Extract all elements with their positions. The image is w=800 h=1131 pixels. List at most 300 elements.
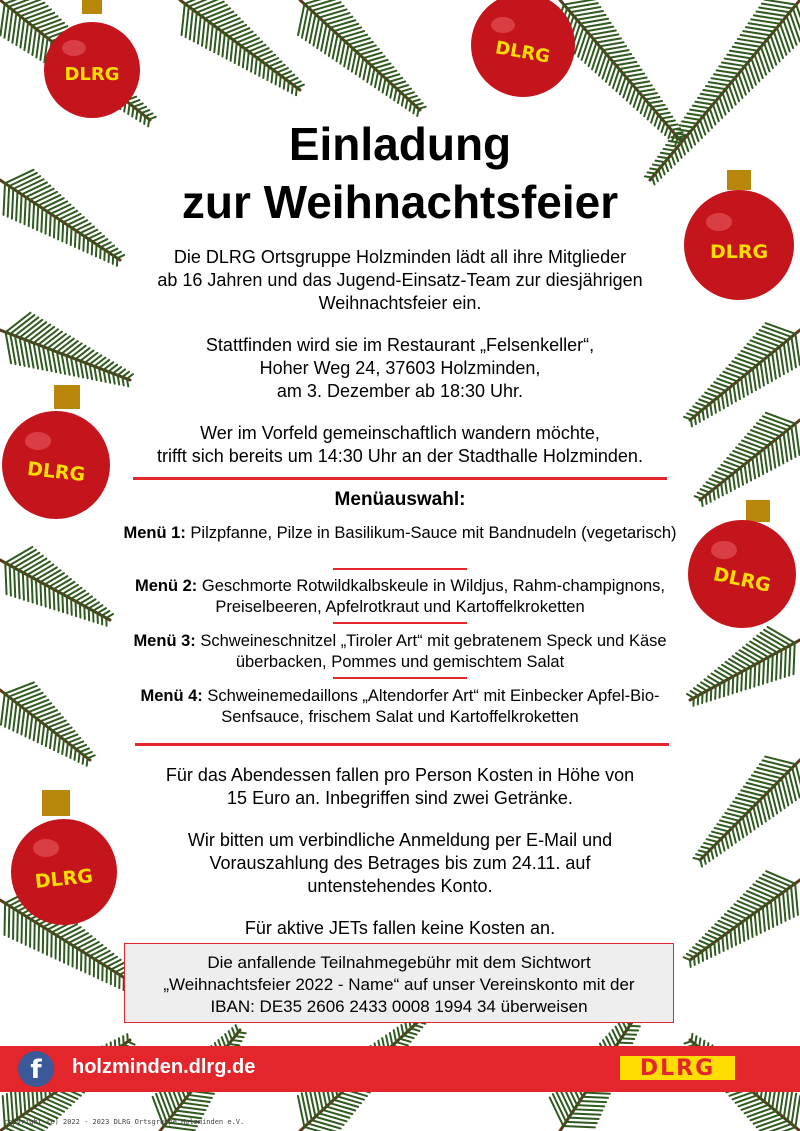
fir-needle	[312, 1120, 341, 1128]
fir-needle	[225, 1034, 229, 1044]
fir-needle	[699, 850, 708, 852]
fir-needle	[687, 954, 694, 957]
title-line-1: Einladung	[288, 118, 512, 170]
fir-needle	[10, 565, 11, 595]
fir-needle	[684, 417, 691, 419]
menu-text: Schweineschnitzel „Tiroler Art“ mit gebratenem Speck und Käse überbacken, Pommes und gemischtem Salat	[195, 632, 667, 671]
menu-text: Pilzpfanne, Pilze in Basilikum-Sauce mit Bandnudeln (vegetarisch)	[185, 524, 677, 542]
fir-needle	[68, 738, 80, 743]
fir-needle	[749, 23, 777, 27]
fir-needle	[739, 821, 743, 838]
fir-needle	[613, 58, 634, 62]
fir-needle	[693, 406, 702, 409]
fir-needle	[761, 362, 764, 385]
fir-needle	[693, 106, 710, 109]
fir-needle	[218, 31, 220, 55]
fir-needle	[757, 1118, 784, 1128]
fir-needle	[708, 389, 722, 394]
fir-needle	[759, 910, 761, 933]
menu-text: Geschmorte Rotwildkalbskeule in Wildjus, Rahm-champignons, Preiselbeeren, Apfelrotkraut und Kartoffelkroketten	[197, 577, 666, 616]
fir-needle	[723, 817, 740, 821]
fir-needle	[72, 741, 83, 745]
fir-needle	[382, 71, 397, 75]
fir-needle	[410, 102, 412, 111]
divider	[133, 477, 667, 480]
fir-needle	[774, 31, 783, 58]
fir-needle	[48, 348, 52, 371]
fir-needle	[722, 62, 745, 66]
fir-needle	[271, 70, 272, 83]
fir-needle	[273, 65, 285, 70]
fir-needle	[626, 74, 644, 77]
fir-needle	[776, 439, 780, 465]
svg-text:DLRG: DLRG	[26, 458, 87, 486]
fir-needle	[315, 1117, 343, 1125]
fir-needle	[406, 99, 408, 108]
fir-needle	[319, 1113, 346, 1121]
fir-needle	[711, 78, 732, 81]
fir-needle	[38, 345, 42, 370]
fir-needle	[411, 100, 419, 103]
fir-needle	[229, 1031, 232, 1040]
fir-needle	[690, 110, 706, 113]
fir-needle	[337, 38, 342, 61]
christmas-ornament-icon	[686, 500, 798, 630]
fir-needle	[691, 1034, 692, 1041]
fir-needle	[360, 58, 364, 77]
facebook-icon[interactable]: f	[18, 1051, 54, 1087]
fir-needle	[761, 47, 770, 72]
fir-needle	[383, 78, 386, 92]
fir-needle	[698, 98, 716, 101]
fir-needle	[772, 442, 775, 467]
fir-needle	[734, 904, 754, 913]
fir-needle	[684, 957, 690, 960]
fir-needle	[394, 89, 396, 101]
fir-needle	[733, 676, 734, 693]
fir-needle	[748, 1108, 773, 1117]
menu-divider	[333, 622, 467, 624]
fir-needle	[703, 90, 722, 93]
fir-needle	[30, 715, 33, 738]
fir-needle	[754, 664, 755, 686]
fir-needle	[88, 239, 89, 253]
fir-needle	[40, 582, 41, 605]
fir-needle	[606, 50, 628, 54]
menu-item-4	[110, 686, 690, 728]
fir-needle	[741, 35, 768, 39]
fir-needle	[709, 479, 721, 483]
payment-box	[124, 943, 674, 1023]
fir-needle	[704, 843, 714, 846]
fir-needle	[62, 354, 66, 374]
fir-needle	[720, 684, 721, 698]
fir-needle	[79, 752, 80, 762]
fir-needle	[4, 7, 8, 38]
copyright-note: copyright (c) 2022 - 2023 DLRG Ortsgruppe Holzminden e.V.	[4, 1118, 245, 1126]
fir-needle	[759, 8, 790, 13]
fir-needle	[696, 403, 706, 407]
fir-needle	[32, 577, 33, 602]
fir-needle	[722, 394, 724, 408]
fir-needle	[75, 230, 76, 246]
fir-needle	[582, 35, 590, 60]
fir-needle	[75, 601, 76, 616]
fir-needle	[719, 66, 741, 69]
fir-needle	[76, 359, 79, 376]
fir-needle	[779, 895, 781, 923]
menu-text: Schweinemedaillons „Altendorfer Art“ mit Einbecker Apfel-Bio-Senfsauce, frischem Salat und Kartoffelkroketten	[202, 687, 660, 726]
fir-needle	[737, 471, 739, 487]
fir-needle	[767, 904, 769, 929]
fir-needle	[58, 592, 59, 611]
fir-needle	[596, 38, 621, 42]
fir-needle	[772, 353, 776, 379]
fir-needle	[206, 22, 209, 48]
fir-needle	[776, 652, 777, 679]
fir-needle	[80, 748, 89, 752]
fir-needle	[741, 672, 742, 691]
fir-needle	[176, 1111, 203, 1115]
fir-needle	[621, 1038, 634, 1039]
fir-needle	[185, 1099, 209, 1102]
fir-needle	[690, 951, 698, 954]
fir-needle	[641, 99, 646, 113]
fir-needle	[635, 85, 651, 88]
fir-needle	[764, 449, 767, 472]
fir-needle	[748, 344, 773, 353]
fir-needle	[127, 1034, 128, 1041]
fir-needle	[247, 52, 249, 70]
fir-needle	[710, 403, 712, 415]
fir-needle	[583, 23, 610, 28]
fir-needle	[574, 1109, 602, 1110]
fir-needle	[699, 413, 700, 422]
fir-needle	[394, 1030, 396, 1042]
fir-needle	[715, 686, 716, 699]
fir-needle	[27, 575, 28, 601]
fir-needle	[9, 700, 12, 729]
menu-label: Menü 4:	[140, 687, 203, 705]
fir-needle	[276, 73, 277, 85]
fir-needle	[225, 25, 246, 34]
fir-needle	[408, 96, 417, 99]
fir-needle	[726, 934, 727, 949]
fir-needle	[777, 28, 786, 55]
fir-needle	[741, 898, 763, 907]
fir-needle	[745, 375, 748, 395]
fir-needle	[84, 752, 92, 755]
fir-needle	[745, 347, 769, 356]
fir-needle	[182, 4, 185, 35]
fir-needle	[5, 697, 9, 727]
fir-needle	[757, 423, 784, 433]
fir-needle	[235, 43, 237, 63]
costs-paragraph	[110, 764, 690, 810]
fir-needle	[128, 1042, 135, 1045]
fir-needle	[725, 59, 749, 63]
fir-needle	[741, 467, 743, 484]
fir-needle	[255, 58, 257, 74]
fir-needle	[795, 884, 798, 915]
fir-needle	[5, 903, 6, 935]
fir-needle	[722, 838, 725, 850]
fir-needle	[288, 82, 289, 91]
fir-needle	[784, 343, 788, 372]
fir-needle	[323, 13, 350, 21]
fir-needle	[707, 853, 709, 862]
fir-needle	[754, 427, 780, 437]
fir-needle	[792, 1094, 797, 1124]
fir-needle	[629, 77, 647, 80]
fir-needle	[36, 580, 37, 604]
fir-needle	[419, 107, 426, 109]
fir-needle	[585, 39, 593, 63]
fir-needle	[36, 32, 39, 58]
fir-needle	[277, 68, 288, 73]
fir-needle	[704, 856, 706, 864]
fir-needle	[97, 239, 108, 244]
fir-needle	[791, 427, 795, 457]
svg-text:DLRG: DLRG	[64, 64, 120, 85]
fir-needle	[292, 85, 293, 93]
registration-line: untenstehendes Konto.	[307, 876, 493, 896]
fir-needle	[32, 707, 54, 715]
page-title	[0, 115, 800, 231]
fir-needle	[76, 348, 90, 359]
fir-needle	[80, 604, 81, 618]
fir-needle	[755, 913, 757, 935]
fir-needle	[728, 679, 729, 695]
hike-paragraph	[90, 422, 710, 468]
fir-needle	[730, 388, 732, 404]
fir-needle	[722, 665, 738, 674]
fir-needle	[737, 381, 740, 399]
fir-needle	[725, 835, 728, 848]
fir-needle	[745, 437, 768, 446]
payment-line: „Weihnachtsfeier 2022 - Name“ auf unser Vereinskonto mit der	[163, 975, 635, 994]
fir-needle	[54, 589, 55, 609]
fir-needle	[79, 233, 80, 249]
fir-needle	[753, 369, 756, 390]
fir-needle	[751, 916, 753, 937]
fir-needle	[760, 452, 763, 474]
fir-needle	[25, 712, 28, 736]
fir-needle	[702, 396, 714, 400]
fir-needle	[732, 828, 736, 843]
fir-needle	[236, 1025, 239, 1032]
fir-needle	[693, 858, 700, 860]
fir-needle	[743, 922, 745, 941]
fir-needle	[83, 755, 84, 764]
fir-needle	[754, 15, 783, 20]
fir-needle	[38, 1105, 61, 1115]
fir-needle	[788, 1091, 792, 1120]
fir-needle	[405, 1022, 407, 1032]
fir-needle	[788, 430, 792, 459]
fir-needle	[232, 1028, 235, 1036]
fir-needle	[62, 594, 63, 612]
fir-needle	[415, 103, 423, 105]
intro-line: Die DLRG Ortsgruppe Holzminden lädt all ihre Mitglieder	[173, 247, 627, 267]
intro-line: Weihnachtsfeier ein.	[318, 293, 482, 313]
fir-needle	[742, 441, 764, 449]
fir-needle	[743, 31, 770, 35]
fir-needle	[398, 1028, 400, 1039]
fir-needle	[577, 1105, 604, 1106]
fir-needle	[315, 6, 343, 14]
fir-needle	[637, 96, 642, 110]
fir-needle	[69, 933, 88, 943]
fir-needle	[752, 458, 755, 478]
fir-needle	[23, 572, 24, 599]
fir-needle	[73, 936, 92, 946]
fir-needle	[217, 18, 240, 27]
fir-needle	[714, 942, 715, 955]
fir-needle	[695, 1036, 696, 1044]
fir-needle	[396, 1042, 408, 1045]
fir-needle	[791, 886, 794, 916]
fir-needle	[62, 585, 78, 594]
fir-needle	[751, 1111, 777, 1120]
fir-needle	[50, 731, 52, 749]
fir-needle	[703, 937, 715, 942]
hike-line: Wer im Vorfeld gemeinschaftlich wandern möchte,	[200, 423, 600, 443]
fir-needle	[746, 814, 751, 832]
jets-note: Für aktive JETs fallen keine Kosten an.	[244, 918, 556, 938]
fir-needle	[232, 1040, 241, 1041]
fir-needle	[297, 85, 304, 88]
fir-needle	[754, 1114, 780, 1123]
fir-needle	[742, 1102, 765, 1110]
fir-needle	[293, 81, 301, 84]
svg-text:DLRG: DLRG	[493, 37, 552, 68]
fir-needle	[400, 1039, 411, 1042]
fir-needle	[705, 393, 718, 398]
fir-needle	[194, 13, 197, 42]
fir-needle	[235, 1036, 243, 1037]
fir-needle	[5, 563, 6, 594]
fir-needle	[739, 925, 741, 943]
fir-needle	[186, 7, 189, 38]
fir-needle	[190, 10, 193, 40]
fir-needle	[714, 400, 716, 412]
fir-needle	[202, 19, 205, 46]
fir-needle	[45, 584, 46, 606]
svg-text:DLRG: DLRG	[711, 563, 773, 597]
fir-needle	[751, 340, 776, 349]
fir-needle	[759, 662, 760, 685]
fir-needle	[733, 474, 735, 489]
fir-branch-icon	[700, 420, 800, 500]
fir-needle	[397, 85, 409, 88]
fir-needle	[755, 55, 763, 78]
fir-needle	[572, 1113, 601, 1114]
fir-needle	[751, 430, 776, 439]
fir-needle	[733, 47, 758, 51]
fir-needle	[587, 27, 614, 32]
fir-needle	[702, 951, 703, 961]
christmas-ornament-icon	[8, 790, 120, 925]
fir-needle	[709, 835, 721, 838]
fir-needle	[49, 576, 67, 587]
fir-needle	[389, 78, 402, 82]
fir-needle	[690, 410, 698, 413]
fir-needle	[603, 46, 626, 50]
fir-needle	[77, 939, 95, 948]
fir-needle	[12, 13, 16, 43]
fir-needle	[81, 942, 98, 951]
fir-needle	[750, 667, 751, 688]
fir-needle	[702, 410, 703, 420]
fir-needle	[793, 643, 794, 674]
website-link[interactable]: holzminden.dlrg.de	[72, 1056, 256, 1078]
fir-needle	[737, 674, 738, 692]
fir-needle	[578, 31, 587, 57]
fir-needle	[76, 745, 86, 749]
fir-needle	[726, 662, 743, 672]
fir-needle	[50, 1096, 71, 1105]
fir-needle	[780, 346, 784, 374]
fir-needle	[263, 64, 264, 78]
fir-needle	[700, 860, 702, 867]
fir-needle	[415, 1025, 423, 1027]
fir-needle	[593, 34, 618, 38]
svg-text:DLRG: DLRG	[33, 865, 94, 893]
fir-needle	[367, 65, 371, 82]
fir-needle	[699, 399, 710, 403]
fir-needle	[289, 78, 298, 82]
fir-needle	[795, 334, 800, 365]
fir-needle	[32, 29, 36, 55]
fir-needle	[758, 51, 766, 75]
fir-needle	[735, 43, 761, 47]
fir-needle	[390, 1033, 393, 1046]
fir-needle	[0, 4, 4, 36]
location-paragraph	[110, 334, 690, 403]
fir-needle	[783, 892, 786, 921]
menu-divider	[333, 568, 467, 570]
fir-needle	[86, 945, 103, 954]
fir-needle	[363, 61, 367, 79]
fir-needle	[714, 74, 735, 77]
fir-needle	[707, 482, 718, 486]
fir-needle	[585, 1093, 609, 1094]
fir-needle	[71, 346, 86, 357]
fir-needle	[1, 694, 5, 725]
fir-needle	[284, 79, 285, 89]
fir-needle	[733, 656, 751, 667]
fir-needle	[780, 436, 784, 463]
fir-needle	[54, 1093, 74, 1102]
fir-needle	[85, 353, 98, 363]
fir-needle	[34, 718, 37, 740]
fir-needle	[583, 1097, 608, 1098]
location-line: am 3. Dezember ab 18:30 Uhr.	[276, 381, 524, 401]
costs-line: Für das Abendessen fallen pro Person Kosten in Höhe von	[165, 765, 635, 785]
fir-needle	[706, 86, 726, 89]
fir-needle	[712, 832, 725, 835]
fir-needle	[652, 105, 665, 107]
fir-needle	[710, 945, 711, 957]
payment-line: Die anfallende Teilnahmegebühr mit dem Sichtwort	[207, 953, 591, 972]
fir-needle	[785, 648, 786, 677]
fir-needle	[231, 40, 233, 61]
fir-needle	[141, 110, 149, 113]
fir-needle	[720, 820, 736, 824]
fir-needle	[711, 849, 713, 859]
fir-needle	[696, 944, 706, 948]
